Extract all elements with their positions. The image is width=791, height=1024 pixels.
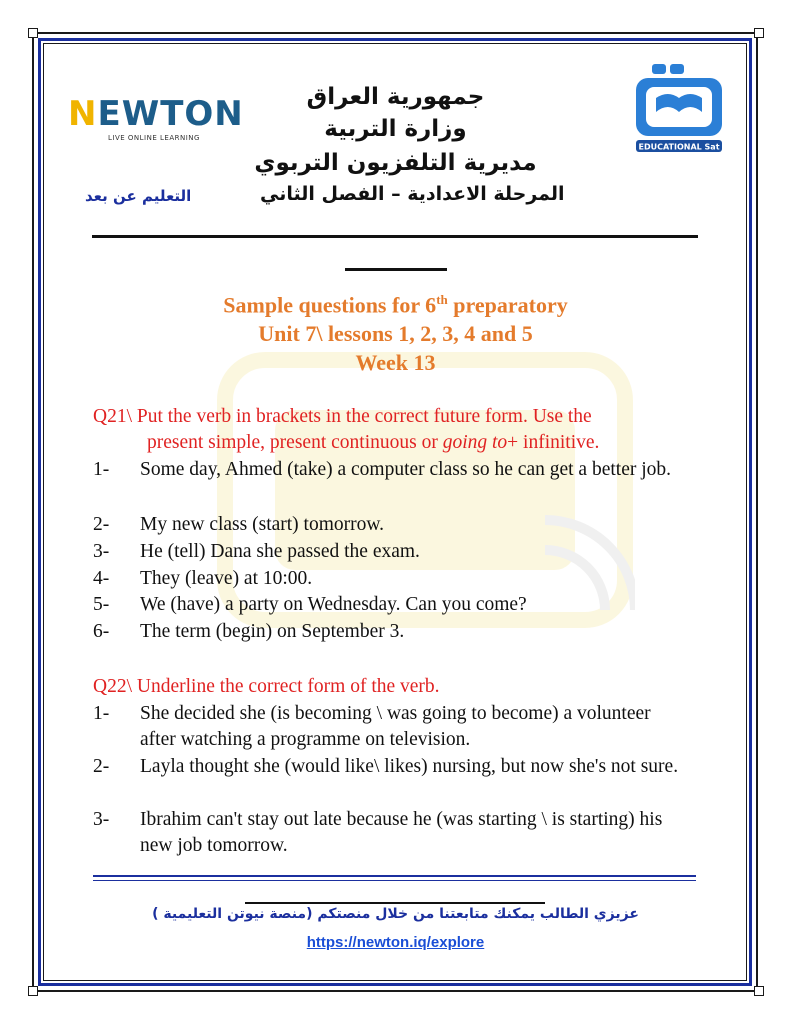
list-item: 4- They (leave) at 10:00. [93, 568, 313, 589]
header-country: جمهورية العراق [306, 84, 485, 110]
footer-divider [93, 875, 696, 877]
newton-logo-tagline: LIVE ONLINE LEARNING [108, 134, 200, 142]
list-item: 1- She decided she (is becoming \ was going to become) a volunteer after watching a programme on television. [93, 703, 651, 750]
footer-follow-text: عزيزي الطالب يمكنك متابعتنا من خلال منصتكم (منصة نيوتن التعليمية ) [152, 906, 639, 922]
list-item: 3- Ibrahim can't stay out late because he (was starting \ is starting) his new job tomorrow. [93, 809, 663, 856]
header-divider [92, 235, 698, 238]
frame-corner [754, 28, 764, 38]
short-divider [345, 268, 447, 271]
header-distance-learning: التعليم عن بعد [85, 187, 192, 205]
list-item: 1- Some day, Ahmed (take) a computer class so he can get a better job. [93, 459, 672, 480]
list-item: 6- The term (begin) on September 3. [93, 621, 405, 642]
title-line-3: Week 13 [355, 350, 436, 376]
q22-heading: Q22\ Underline the correct form of the verb. [93, 676, 440, 697]
footer-link[interactable]: https://newton.iq/explore [306, 934, 485, 951]
frame-corner [754, 986, 764, 996]
newton-logo-word: EWTON [97, 94, 244, 134]
list-item: 2- Layla thought she (would like\ likes) nursing, but now she's not sure. [93, 756, 679, 777]
frame-corner [28, 28, 38, 38]
frame-corner [28, 986, 38, 996]
q21-heading: Q21\ Put the verb in brackets in the correct future form. Use the present simple, present continuous or going to+ infinitive. [93, 406, 600, 453]
list-item: 3- He (tell) Dana she passed the exam. [93, 541, 420, 562]
footer-divider-thin [93, 880, 696, 881]
header-directorate: مديرية التلفزيون التربوي [254, 150, 537, 176]
list-item: 2- My new class (start) tomorrow. [93, 514, 385, 535]
page-titles [0, 285, 791, 377]
newton-logo-initial: N [68, 94, 98, 134]
list-item: 5- We (have) a party on Wednesday. Can you come? [93, 594, 527, 615]
header-stage: المرحلة الاعدادية – الفصل الثاني [260, 183, 565, 205]
title-line-2: Unit 7\ lessons 1, 2, 3, 4 and 5 [258, 321, 533, 347]
footer-short-divider [245, 902, 545, 904]
header-ministry: وزارة التربية [324, 116, 467, 142]
edu-logo-text: EDUCATIONAL Sat [638, 142, 720, 152]
title-line-1: Sample questions for 6th preparatory [223, 292, 568, 318]
